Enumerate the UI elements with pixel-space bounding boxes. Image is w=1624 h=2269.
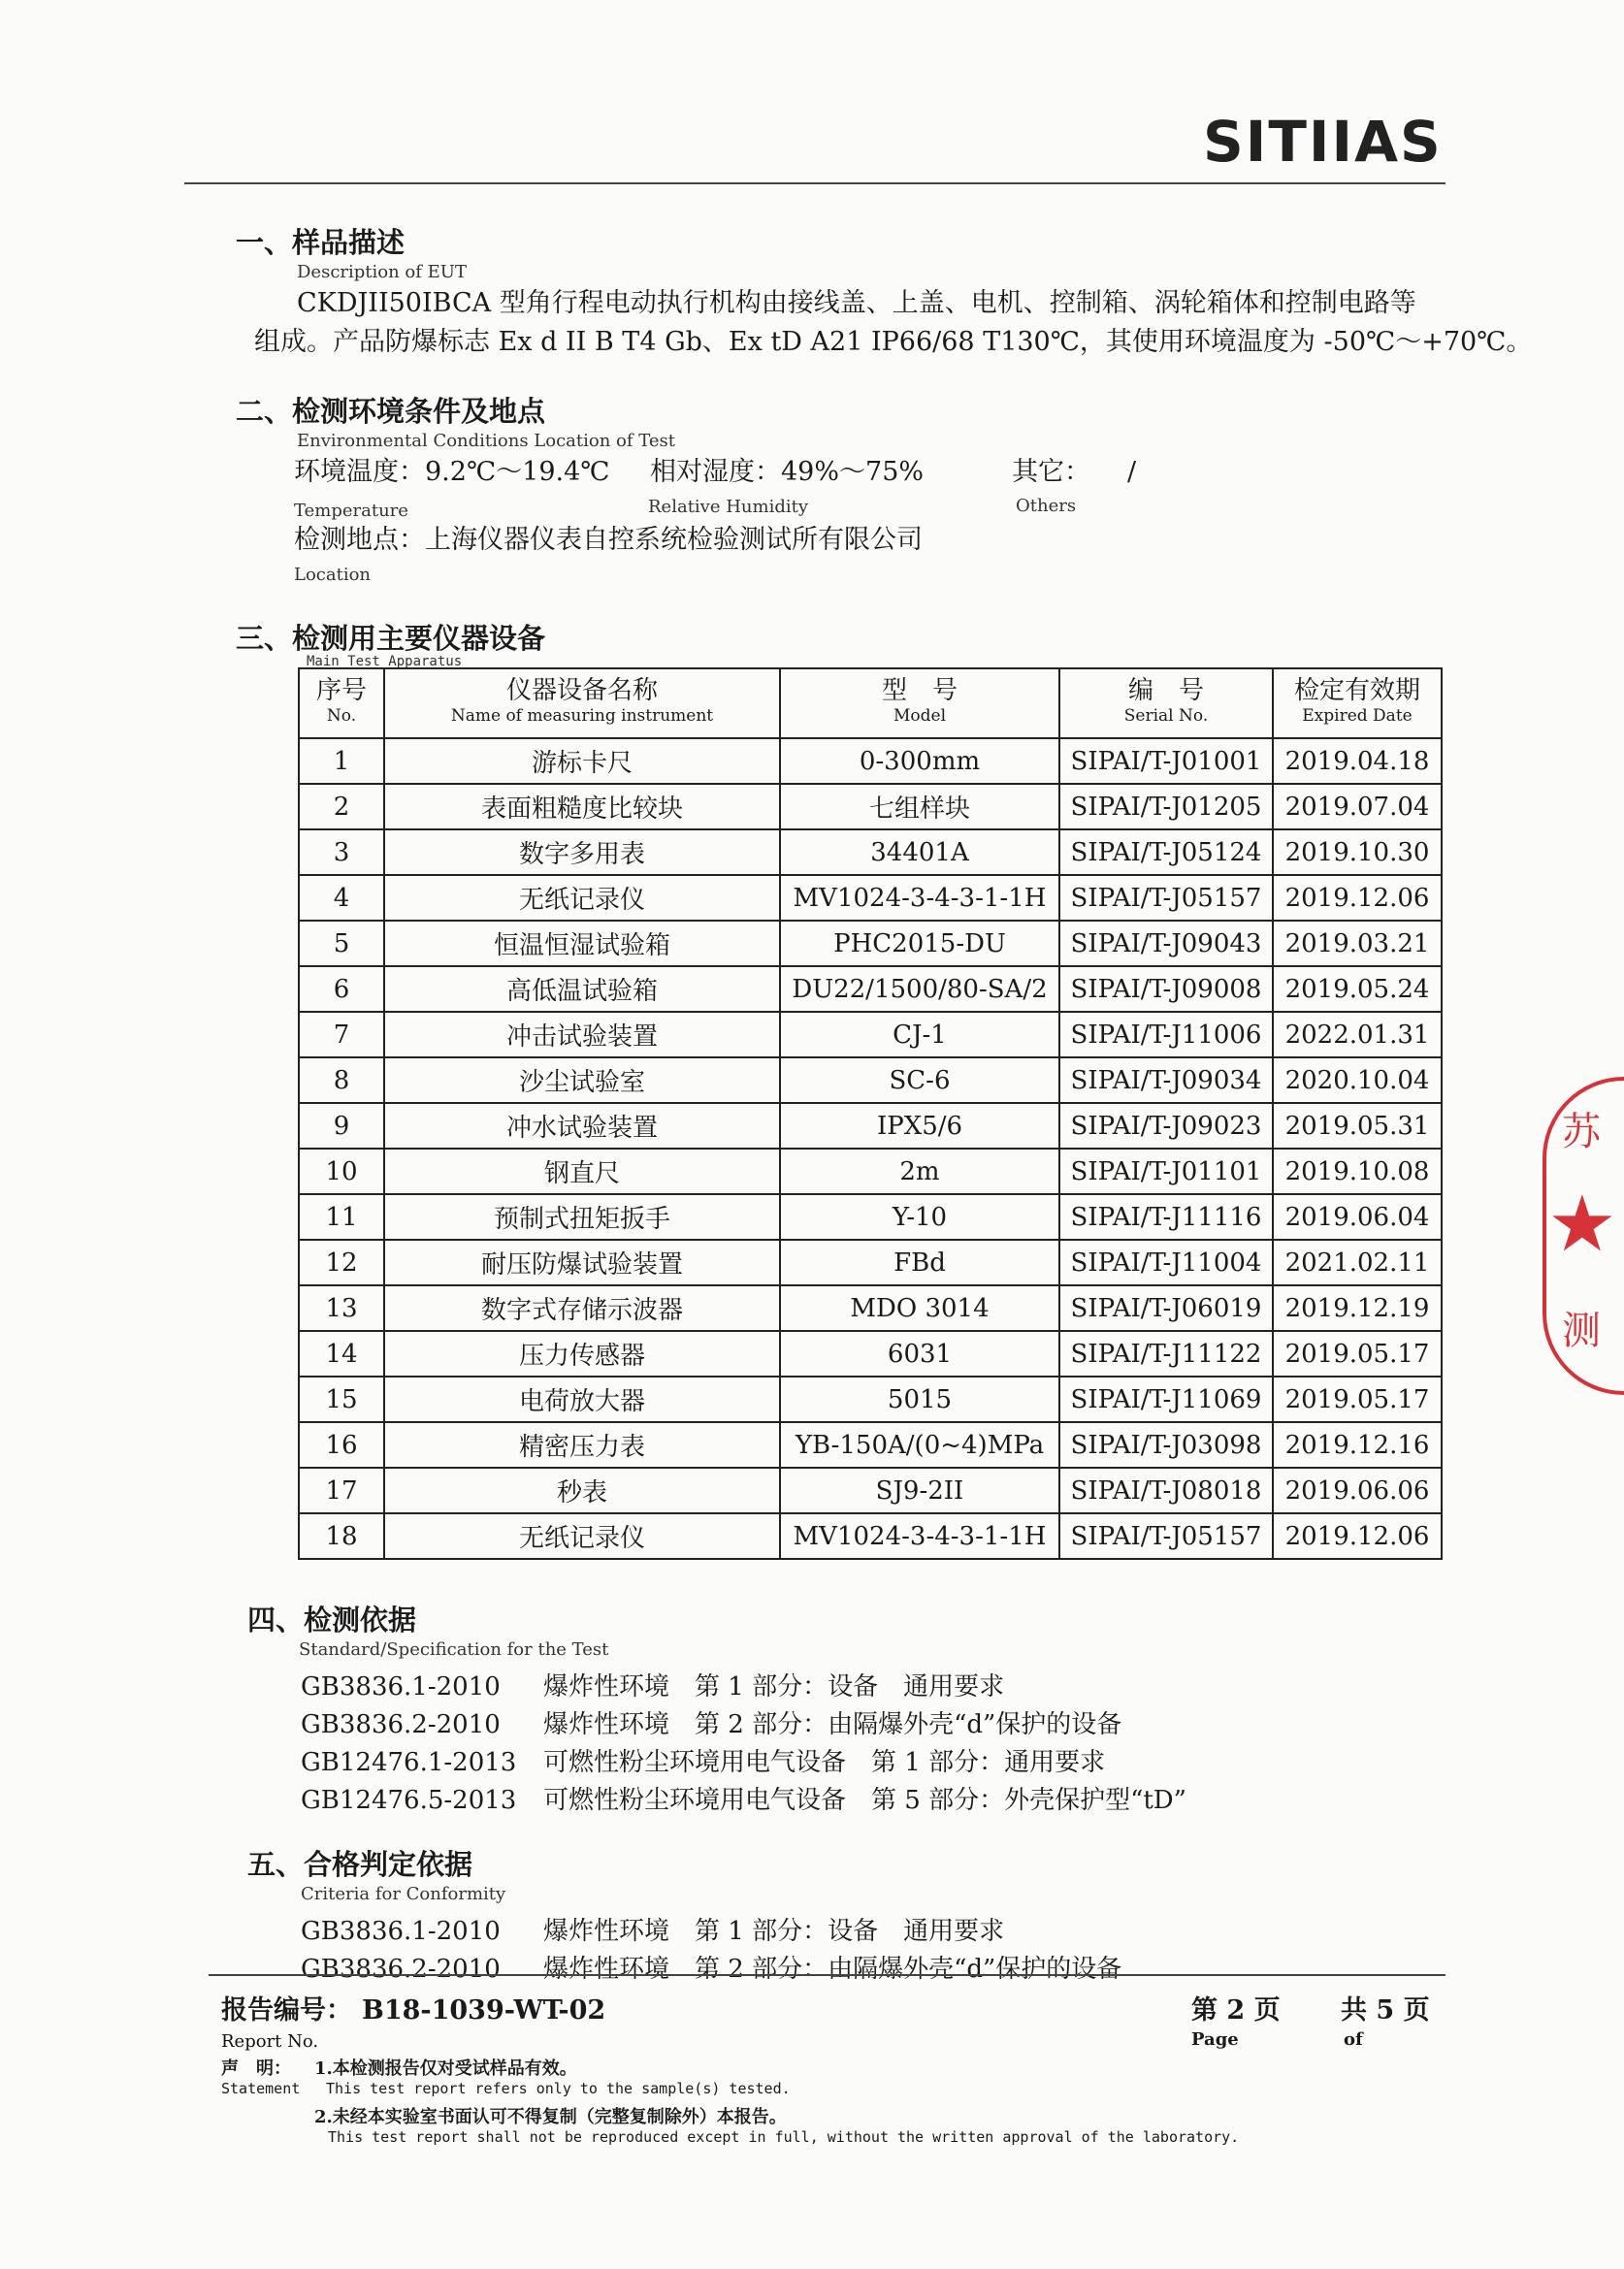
- cell-model: 0-300mm: [780, 738, 1059, 784]
- table-row: [299, 1194, 1442, 1240]
- cell-serial: SIPAI/T-J06019: [1059, 1285, 1273, 1331]
- location-label: 检测地点：: [294, 525, 425, 555]
- cell-no: 13: [299, 1285, 384, 1331]
- cell-serial: SIPAI/T-J11069: [1059, 1377, 1273, 1422]
- cell-no: 18: [299, 1513, 384, 1559]
- report-number-en: Report No.: [221, 2031, 319, 2052]
- cell-expired: 2019.05.17: [1273, 1377, 1442, 1422]
- others-value: /: [1127, 457, 1137, 487]
- cell-no: 2: [299, 784, 384, 829]
- statement-2-en: This test report shall not be reproduced except in full, without the written approval of the laboratory.: [328, 2128, 1240, 2146]
- cell-name: 冲击试验装置: [384, 1012, 780, 1057]
- statement-en-label: Statement: [221, 2080, 301, 2097]
- others-en-label: Others: [1016, 496, 1077, 516]
- col-no: 序号 No.: [299, 668, 384, 738]
- cell-expired: 2019.12.06: [1273, 875, 1442, 921]
- humidity-value: 49%～75%: [781, 457, 925, 487]
- cell-expired: 2019.12.16: [1273, 1422, 1442, 1468]
- cell-name: 预制式扭矩扳手: [384, 1194, 780, 1240]
- cell-expired: 2019.07.04: [1273, 784, 1442, 829]
- report-number: B18-1039-WT-02: [362, 1995, 606, 2026]
- table-row: [299, 1422, 1442, 1468]
- cell-model: 34401A: [780, 829, 1059, 875]
- table-row: [299, 1331, 1442, 1377]
- cell-serial: SIPAI/T-J03098: [1059, 1422, 1273, 1468]
- eut-description-line-1: CKDJII50IBCA 型角行程电动执行机构由接线盖、上盖、电机、控制箱、涡轮箱体和控制电路等: [297, 288, 1416, 318]
- list-item: [301, 1704, 1121, 1740]
- report-number-row: [221, 1989, 605, 2026]
- cell-expired: 2019.12.19: [1273, 1285, 1442, 1331]
- cell-no: 4: [299, 875, 384, 921]
- report-number-label: 报告编号：: [221, 1995, 352, 2026]
- cell-serial: SIPAI/T-J11004: [1059, 1240, 1273, 1285]
- cell-model: Y-10: [780, 1194, 1059, 1240]
- standard-title: 爆炸性环境 第 1 部分：设备 通用要求: [543, 1672, 1005, 1702]
- cell-name: 无纸记录仪: [384, 1513, 780, 1559]
- cell-expired: 2020.10.04: [1273, 1057, 1442, 1103]
- statement-label: 声 明：: [221, 2058, 291, 2079]
- cell-no: 11: [299, 1194, 384, 1240]
- cell-model: MV1024-3-4-3-1-1H: [780, 875, 1059, 921]
- cell-name: 数字多用表: [384, 829, 780, 875]
- cell-model: SJ9-2II: [780, 1468, 1059, 1513]
- table-row: [299, 966, 1442, 1012]
- section-3-title: 三、检测用主要仪器设备: [236, 622, 546, 655]
- cell-name: 恒温恒湿试验箱: [384, 921, 780, 966]
- cell-expired: 2019.10.08: [1273, 1149, 1442, 1194]
- standard-title: 可燃性粉尘环境用电气设备 第 5 部分：外壳保护型“tD”: [543, 1786, 1186, 1815]
- others-label: 其它：: [1012, 457, 1090, 487]
- standard-code: GB3836.1-2010: [301, 1672, 501, 1702]
- cell-serial: SIPAI/T-J05157: [1059, 875, 1273, 921]
- location-en-label: Location: [294, 565, 372, 585]
- cell-model: 5015: [780, 1377, 1059, 1422]
- col-serial: 编 号 Serial No.: [1059, 668, 1273, 738]
- table-row: [299, 1240, 1442, 1285]
- cell-no: 17: [299, 1468, 384, 1513]
- page-en: Page: [1191, 2029, 1239, 2050]
- cell-expired: 2022.01.31: [1273, 1012, 1442, 1057]
- cell-no: 7: [299, 1012, 384, 1057]
- section-5-subtitle: Criteria for Conformity: [301, 1884, 506, 1904]
- table-row: [299, 875, 1442, 921]
- cell-name: 电荷放大器: [384, 1377, 780, 1422]
- table-row: [299, 784, 1442, 829]
- cell-serial: SIPAI/T-J08018: [1059, 1468, 1273, 1513]
- section-3-subtitle: Main Test Apparatus: [307, 654, 463, 669]
- seal-char-bottom: 测: [1562, 1309, 1601, 1353]
- cell-model: IPX5/6: [780, 1103, 1059, 1149]
- cell-serial: SIPAI/T-J09008: [1059, 966, 1273, 1012]
- cell-model: YB-150A/(0~4)MPa: [780, 1422, 1059, 1468]
- list-item: [301, 1949, 1121, 1985]
- cell-expired: 2021.02.11: [1273, 1240, 1442, 1285]
- section-1-subtitle: Description of EUT: [297, 262, 467, 282]
- cell-serial: SIPAI/T-J05124: [1059, 829, 1273, 875]
- temperature-row: [294, 450, 609, 495]
- cell-no: 6: [299, 966, 384, 1012]
- cell-expired: 2019.04.18: [1273, 738, 1442, 784]
- standard-title: 爆炸性环境 第 2 部分：由隔爆外壳“d”保护的设备: [543, 1955, 1122, 1984]
- standard-code: GB12476.1-2013: [301, 1748, 517, 1777]
- cell-serial: SIPAI/T-J01101: [1059, 1149, 1273, 1194]
- standard-title: 可燃性粉尘环境用电气设备 第 1 部分：通用要求: [543, 1748, 1106, 1777]
- cell-expired: 2019.06.06: [1273, 1468, 1442, 1513]
- cell-no: 8: [299, 1057, 384, 1103]
- cell-no: 3: [299, 829, 384, 875]
- cell-no: 12: [299, 1240, 384, 1285]
- cell-serial: SIPAI/T-J01205: [1059, 784, 1273, 829]
- cell-serial: SIPAI/T-J09043: [1059, 921, 1273, 966]
- standard-code: GB3836.2-2010: [301, 1955, 501, 1984]
- col-name: 仪器设备名称 Name of measuring instrument: [384, 668, 780, 738]
- cell-model: DU22/1500/80-SA/2: [780, 966, 1059, 1012]
- standard-code: GB12476.5-2013: [301, 1786, 517, 1815]
- standard-title: 爆炸性环境 第 2 部分：由隔爆外壳“d”保护的设备: [543, 1710, 1122, 1739]
- cell-name: 表面粗糙度比较块: [384, 784, 780, 829]
- table-row: [299, 829, 1442, 875]
- table-row: [299, 1057, 1442, 1103]
- cell-expired: 2019.12.06: [1273, 1513, 1442, 1559]
- cell-name: 秒表: [384, 1468, 780, 1513]
- temperature-label: 环境温度：: [294, 457, 425, 487]
- section-4-title: 四、检测依据: [247, 1604, 417, 1637]
- seal-char-top: 苏: [1562, 1110, 1601, 1154]
- table-row: [299, 1468, 1442, 1513]
- cell-expired: 2019.05.31: [1273, 1103, 1442, 1149]
- cell-serial: SIPAI/T-J11006: [1059, 1012, 1273, 1057]
- location-value: 上海仪器仪表自控系统检验测试所有限公司: [425, 525, 923, 555]
- cell-name: 高低温试验箱: [384, 966, 780, 1012]
- table-header-row: [299, 668, 1442, 738]
- total-pages: 共 5 页: [1341, 1995, 1430, 2026]
- temperature-en-label: Temperature: [294, 501, 408, 521]
- page-number: 第 2 页: [1191, 1995, 1281, 2026]
- section-4-subtitle: Standard/Specification for the Test: [299, 1639, 609, 1660]
- table-row: [299, 1103, 1442, 1149]
- cell-model: FBd: [780, 1240, 1059, 1285]
- cell-model: 6031: [780, 1331, 1059, 1377]
- cell-name: 沙尘试验室: [384, 1057, 780, 1103]
- statement-1-zh: 1.本检测报告仅对受试样品有效。: [314, 2058, 577, 2079]
- cell-name: 数字式存储示波器: [384, 1285, 780, 1331]
- cell-expired: 2019.03.21: [1273, 921, 1442, 966]
- cell-name: 游标卡尺: [384, 738, 780, 784]
- section-2-subtitle: Environmental Conditions Location of Test: [297, 431, 676, 451]
- header-divider: [184, 182, 1445, 184]
- cell-model: CJ-1: [780, 1012, 1059, 1057]
- others-row: [1012, 450, 1136, 495]
- table-row: [299, 1377, 1442, 1422]
- company-logo: SITIIAS: [1203, 109, 1443, 175]
- cell-no: 10: [299, 1149, 384, 1194]
- standard-code: GB3836.1-2010: [301, 1917, 501, 1946]
- section-1-title: 一、样品描述: [236, 226, 406, 259]
- cell-serial: SIPAI/T-J05157: [1059, 1513, 1273, 1559]
- humidity-row: [650, 450, 924, 495]
- apparatus-table: [298, 667, 1443, 1560]
- seal-star-icon: ★: [1547, 1179, 1617, 1269]
- section-2-title: 二、检测环境条件及地点: [236, 395, 546, 428]
- cell-serial: SIPAI/T-J09034: [1059, 1057, 1273, 1103]
- cell-no: 16: [299, 1422, 384, 1468]
- table-row: [299, 1513, 1442, 1559]
- cell-name: 压力传感器: [384, 1331, 780, 1377]
- col-model: 型 号 Model: [780, 668, 1059, 738]
- cell-model: 七组样块: [780, 784, 1059, 829]
- cell-model: MV1024-3-4-3-1-1H: [780, 1513, 1059, 1559]
- cell-name: 精密压力表: [384, 1422, 780, 1468]
- list-item: [301, 1742, 1105, 1778]
- standard-title: 爆炸性环境 第 1 部分：设备 通用要求: [543, 1917, 1005, 1946]
- table-row: [299, 921, 1442, 966]
- cell-serial: SIPAI/T-J11116: [1059, 1194, 1273, 1240]
- cell-expired: 2019.10.30: [1273, 829, 1442, 875]
- eut-description-line-2: 组成。产品防爆标志 Ex d II B T4 Gb、Ex tD A21 IP66/68 T130℃，其使用环境温度为 -50℃～+70℃。: [254, 327, 1533, 357]
- statement-2-zh: 2.未经本实验室书面认可不得复制（完整复制除外）本报告。: [314, 2107, 787, 2127]
- standard-code: GB3836.2-2010: [301, 1710, 501, 1739]
- cell-model: PHC2015-DU: [780, 921, 1059, 966]
- cell-expired: 2019.05.24: [1273, 966, 1442, 1012]
- location-row: [294, 518, 923, 563]
- cell-name: 无纸记录仪: [384, 875, 780, 921]
- cell-serial: SIPAI/T-J01001: [1059, 738, 1273, 784]
- temperature-value: 9.2℃～19.4℃: [425, 457, 610, 487]
- table-row: [299, 1012, 1442, 1057]
- cell-no: 1: [299, 738, 384, 784]
- cell-name: 耐压防爆试验装置: [384, 1240, 780, 1285]
- section-5-title: 五、合格判定依据: [247, 1848, 473, 1881]
- cell-expired: 2019.06.04: [1273, 1194, 1442, 1240]
- list-item: [301, 1911, 1004, 1947]
- cell-serial: SIPAI/T-J09023: [1059, 1103, 1273, 1149]
- footer-divider: [209, 1974, 1445, 1976]
- table-row: [299, 1285, 1442, 1331]
- cell-serial: SIPAI/T-J11122: [1059, 1331, 1273, 1377]
- humidity-en-label: Relative Humidity: [648, 497, 809, 517]
- cell-expired: 2019.05.17: [1273, 1331, 1442, 1377]
- total-en: of: [1344, 2029, 1363, 2050]
- table-row: [299, 1149, 1442, 1194]
- list-item: [301, 1780, 1186, 1816]
- cell-no: 14: [299, 1331, 384, 1377]
- statement-1-en: This test report refers only to the sample(s) tested.: [326, 2080, 791, 2097]
- list-item: [301, 1667, 1004, 1702]
- cell-name: 冲水试验装置: [384, 1103, 780, 1149]
- cell-no: 5: [299, 921, 384, 966]
- table-row: [299, 738, 1442, 784]
- humidity-label: 相对湿度：: [650, 457, 781, 487]
- cell-no: 15: [299, 1377, 384, 1422]
- cell-model: SC-6: [780, 1057, 1059, 1103]
- cell-name: 钢直尺: [384, 1149, 780, 1194]
- cell-model: 2m: [780, 1149, 1059, 1194]
- cell-no: 9: [299, 1103, 384, 1149]
- col-expired: 检定有效期 Expired Date: [1273, 668, 1442, 738]
- cell-model: MDO 3014: [780, 1285, 1059, 1331]
